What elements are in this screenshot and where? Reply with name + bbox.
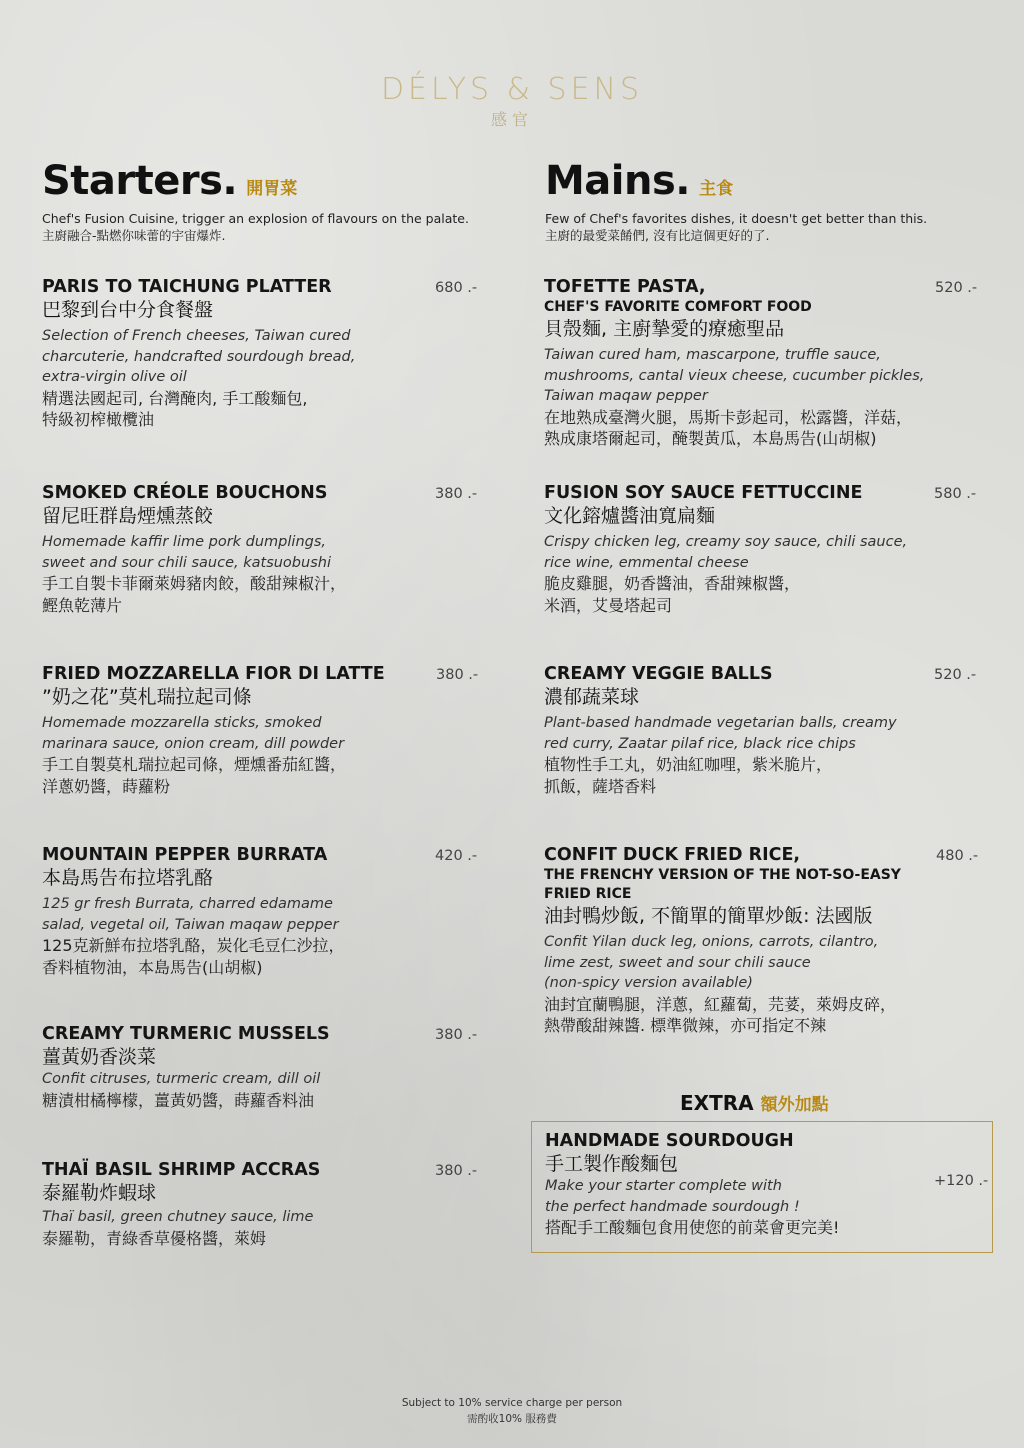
- item-desc-zh-line: 植物性手工丸，奶油紅咖哩，紫米脆片，: [544, 755, 833, 774]
- item-price: 420 .-: [435, 848, 478, 864]
- menu-item: [544, 664, 984, 797]
- item-name-zh: 泰羅勒炸蝦球: [42, 1182, 157, 1204]
- starters-desc-en: Chef's Fusion Cuisine, trigger an explosion of flavours on the palate.: [42, 211, 469, 226]
- item-description-zh: [544, 994, 984, 1037]
- item-description-zh: [545, 1217, 925, 1239]
- extra-header: [680, 1090, 829, 1115]
- item-price: 380 .-: [436, 667, 479, 683]
- item-desc-line: Confit Yilan duck leg, onions, carrots, cilantro,: [544, 934, 879, 950]
- item-desc-zh-line: 手工自製莫札瑞拉起司條，煙燻番茄紅醬，: [42, 755, 347, 774]
- item-name: CREAMY TURMERIC MUSSELS: [42, 1024, 330, 1044]
- item-name-zh: 手工製作酸麵包: [545, 1153, 679, 1175]
- menu-item: [545, 1131, 925, 1239]
- item-name-zh: 文化鎔爐醬油寬扁麵: [544, 505, 716, 527]
- item-desc-zh-line: 脆皮雞腿，奶香醬油，香甜辣椒醬，: [544, 574, 801, 593]
- item-description: [544, 932, 984, 994]
- item-name: CONFIT DUCK FRIED RICE,: [544, 845, 801, 865]
- item-desc-line: sweet and sour chili sauce, katsuobushi: [42, 554, 331, 571]
- item-price: 520 .-: [934, 667, 977, 683]
- mains-desc-zh: 主廚的最愛菜餚們, 沒有比這個更好的了.: [545, 228, 770, 243]
- item-subtitle: THE FRENCHY VERSION OF THE NOT-SO-EASY: [544, 867, 901, 883]
- extra-title-zh: 額外加點: [760, 1095, 829, 1115]
- item-desc-zh-line: 特級初榨橄欖油: [42, 410, 155, 429]
- footer-line: Subject to 10% service charge per person: [401, 1397, 623, 1409]
- item-name-zh: 巴黎到台中分食餐盤: [42, 299, 214, 321]
- item-desc-line: Make your starter complete with: [545, 1178, 782, 1194]
- item-description-zh: [42, 754, 442, 797]
- item-desc-zh-line: 抓飯，薩塔香料: [544, 776, 657, 796]
- item-name: TOFETTE PASTA,: [544, 277, 706, 297]
- starters-description: [42, 210, 469, 244]
- menu-item: [544, 277, 984, 450]
- item-price: 480 .-: [936, 848, 979, 864]
- item-description: [544, 713, 984, 754]
- starters-header: [42, 158, 469, 244]
- item-price: 680 .-: [435, 280, 478, 296]
- item-desc-line: Taiwan maqaw pepper: [544, 388, 708, 404]
- item-desc-line: Crispy chicken leg, creamy soy sauce, chili sauce,: [544, 534, 908, 550]
- item-desc-line: Selection of French cheeses, Taiwan cured: [42, 328, 351, 344]
- item-description: [544, 532, 984, 573]
- item-desc-zh-line: 米酒，艾曼塔起司: [544, 595, 673, 615]
- item-description: [42, 894, 442, 935]
- item-desc-zh-line: 精選法國起司, 台灣醃肉, 手工酸麵包,: [42, 388, 308, 408]
- item-description-zh: [42, 1090, 442, 1112]
- item-desc-line: the perfect handmade sourdough !: [545, 1198, 800, 1215]
- starters-desc-zh: 主廚融合-點燃你味蕾的宇宙爆炸.: [42, 228, 226, 243]
- item-name-zh: 油封鴨炒飯, 不簡單的簡單炒飯: 法國版: [544, 905, 873, 927]
- item-desc-line: marinara sauce, onion cream, dill powder: [42, 735, 345, 752]
- item-desc-line: Plant-based handmade vegetarian balls, creamy: [544, 715, 897, 731]
- item-desc-line: 125 gr fresh Burrata, charred edamame: [42, 896, 333, 912]
- item-name-zh: 本島馬告布拉塔乳酪: [42, 867, 214, 889]
- item-desc-line: lime zest, sweet and sour chili sauce: [544, 954, 811, 971]
- item-name-zh: 留尼旺群島煙燻蒸餃: [42, 505, 214, 527]
- item-name-zh: ”奶之花”莫札瑞拉起司條: [42, 686, 252, 708]
- item-price: +120 .-: [934, 1173, 989, 1189]
- item-desc-line: rice wine, emmental cheese: [544, 554, 749, 571]
- menu-item: [42, 664, 442, 797]
- item-desc-line: Homemade mozzarella sticks, smoked: [42, 715, 322, 731]
- item-desc-zh-line: 在地熟成臺灣火腿，馬斯卡彭起司，松露醬，洋菇，: [544, 407, 913, 427]
- item-desc-line: Confit citruses, turmeric cream, dill oil: [42, 1071, 321, 1087]
- item-description: [545, 1176, 925, 1217]
- item-desc-zh-line: 油封宜蘭鴨腿，洋蔥，紅蘿蔔，芫荽，萊姆皮碎，: [544, 994, 897, 1014]
- item-name: HANDMADE SOURDOUGH: [545, 1131, 794, 1151]
- item-desc-line: (non-spicy version available): [544, 975, 753, 991]
- item-desc-zh-line: 洋蔥奶醬，蒔蘿粉: [42, 776, 171, 796]
- item-description-zh: [544, 754, 984, 797]
- starters-title: Starters.: [42, 158, 238, 204]
- item-desc-line: Homemade kaffir lime pork dumplings,: [42, 534, 327, 550]
- footer-note: [0, 1395, 1024, 1427]
- starters-title-zh: 開胃菜: [246, 179, 298, 199]
- item-description-zh: [42, 388, 442, 431]
- item-name-zh: 貝殼麵, 主廚摯愛的療癒聖品: [544, 318, 785, 340]
- mains-title-zh: 主食: [699, 179, 734, 199]
- item-desc-line: Taiwan cured ham, mascarpone, truffle sauce,: [544, 347, 881, 363]
- brand-name-zh: 感官: [490, 110, 533, 129]
- item-description: [42, 1207, 442, 1228]
- menu-item: [42, 277, 442, 431]
- brand-logo: [0, 72, 1024, 130]
- item-description: [544, 345, 984, 407]
- item-name: PARIS TO TAICHUNG PLATTER: [42, 277, 332, 297]
- item-description: [42, 326, 442, 388]
- menu-item: [544, 845, 984, 1037]
- menu-item: [42, 845, 442, 978]
- item-desc-zh-line: 香料植物油，本島馬告(山胡椒): [42, 957, 263, 977]
- item-desc-zh-line: 糖漬柑橘檸檬，薑黃奶醬，蒔蘿香料油: [42, 1090, 315, 1110]
- item-subtitle: FRIED RICE: [544, 886, 632, 902]
- item-name: SMOKED CRÉOLE BOUCHONS: [42, 483, 328, 503]
- item-description-zh: [42, 1228, 442, 1250]
- item-price: 380 .-: [435, 486, 478, 502]
- item-desc-line: charcuterie, handcrafted sourdough bread,: [42, 348, 356, 365]
- brand-name: DÉLYS & SENS: [380, 72, 644, 107]
- item-desc-line: extra-virgin olive oil: [42, 369, 187, 385]
- item-name: THAÏ BASIL SHRIMP ACCRAS: [42, 1160, 321, 1180]
- item-desc-zh-line: 手工自製卡菲爾萊姆豬肉餃，酸甜辣椒汁，: [42, 574, 347, 593]
- item-name: FUSION SOY SAUCE FETTUCCINE: [544, 483, 863, 503]
- menu-item: [42, 1160, 442, 1249]
- item-desc-line: mushrooms, cantal vieux cheese, cucumber pickles,: [544, 367, 925, 384]
- item-subtitle: CHEF'S FAVORITE COMFORT FOOD: [544, 299, 812, 315]
- item-desc-line: salad, vegetal oil, Taiwan maqaw pepper: [42, 916, 339, 933]
- menu-item: [42, 483, 442, 616]
- item-price: 380 .-: [435, 1027, 478, 1043]
- item-price: 380 .-: [435, 1163, 478, 1179]
- item-description: [42, 532, 442, 573]
- item-description-zh: [544, 407, 984, 450]
- item-desc-zh-line: 125克新鮮布拉塔乳酪，炭化毛豆仁沙拉，: [42, 936, 345, 955]
- item-name-zh: 濃郁蔬菜球: [544, 686, 640, 708]
- mains-title: Mains.: [545, 158, 690, 204]
- menu-item: [544, 483, 984, 616]
- item-name: FRIED MOZZARELLA FIOR DI LATTE: [42, 664, 385, 684]
- item-price: 520 .-: [935, 280, 978, 296]
- item-desc-zh-line: 搭配手工酸麵包食用使您的前菜會更完美!: [545, 1218, 840, 1237]
- mains-header: [545, 158, 927, 244]
- extra-title: EXTRA: [680, 1091, 754, 1115]
- item-description-zh: [544, 573, 984, 616]
- item-desc-zh-line: 鰹魚乾薄片: [42, 595, 123, 615]
- item-desc-zh-line: 泰羅勒，青綠香草優格醬，萊姆: [42, 1228, 267, 1248]
- item-name: CREAMY VEGGIE BALLS: [544, 664, 773, 684]
- item-desc-zh-line: 熟成康塔爾起司，醃製黃瓜，本島馬告(山胡椒): [544, 429, 877, 448]
- item-description-zh: [42, 935, 442, 978]
- mains-desc-en: Few of Chef's favorites dishes, it doesn't get better than this.: [545, 211, 928, 226]
- item-desc-line: Thaï basil, green chutney sauce, lime: [42, 1209, 314, 1225]
- item-desc-line: red curry, Zaatar pilaf rice, black rice chips: [544, 735, 856, 752]
- menu-item: [42, 1024, 442, 1111]
- item-price: 580 .-: [934, 486, 977, 502]
- item-description: [42, 713, 442, 754]
- item-name-zh: 薑黃奶香淡菜: [42, 1046, 157, 1068]
- mains-description: [545, 210, 927, 244]
- item-desc-zh-line: 熱帶酸甜辣醬. 標準微辣，亦可指定不辣: [544, 1016, 827, 1035]
- item-description: [42, 1069, 442, 1090]
- footer-line: 需酌收10% 服務費: [467, 1413, 557, 1425]
- item-description-zh: [42, 573, 442, 616]
- item-name: MOUNTAIN PEPPER BURRATA: [42, 845, 328, 865]
